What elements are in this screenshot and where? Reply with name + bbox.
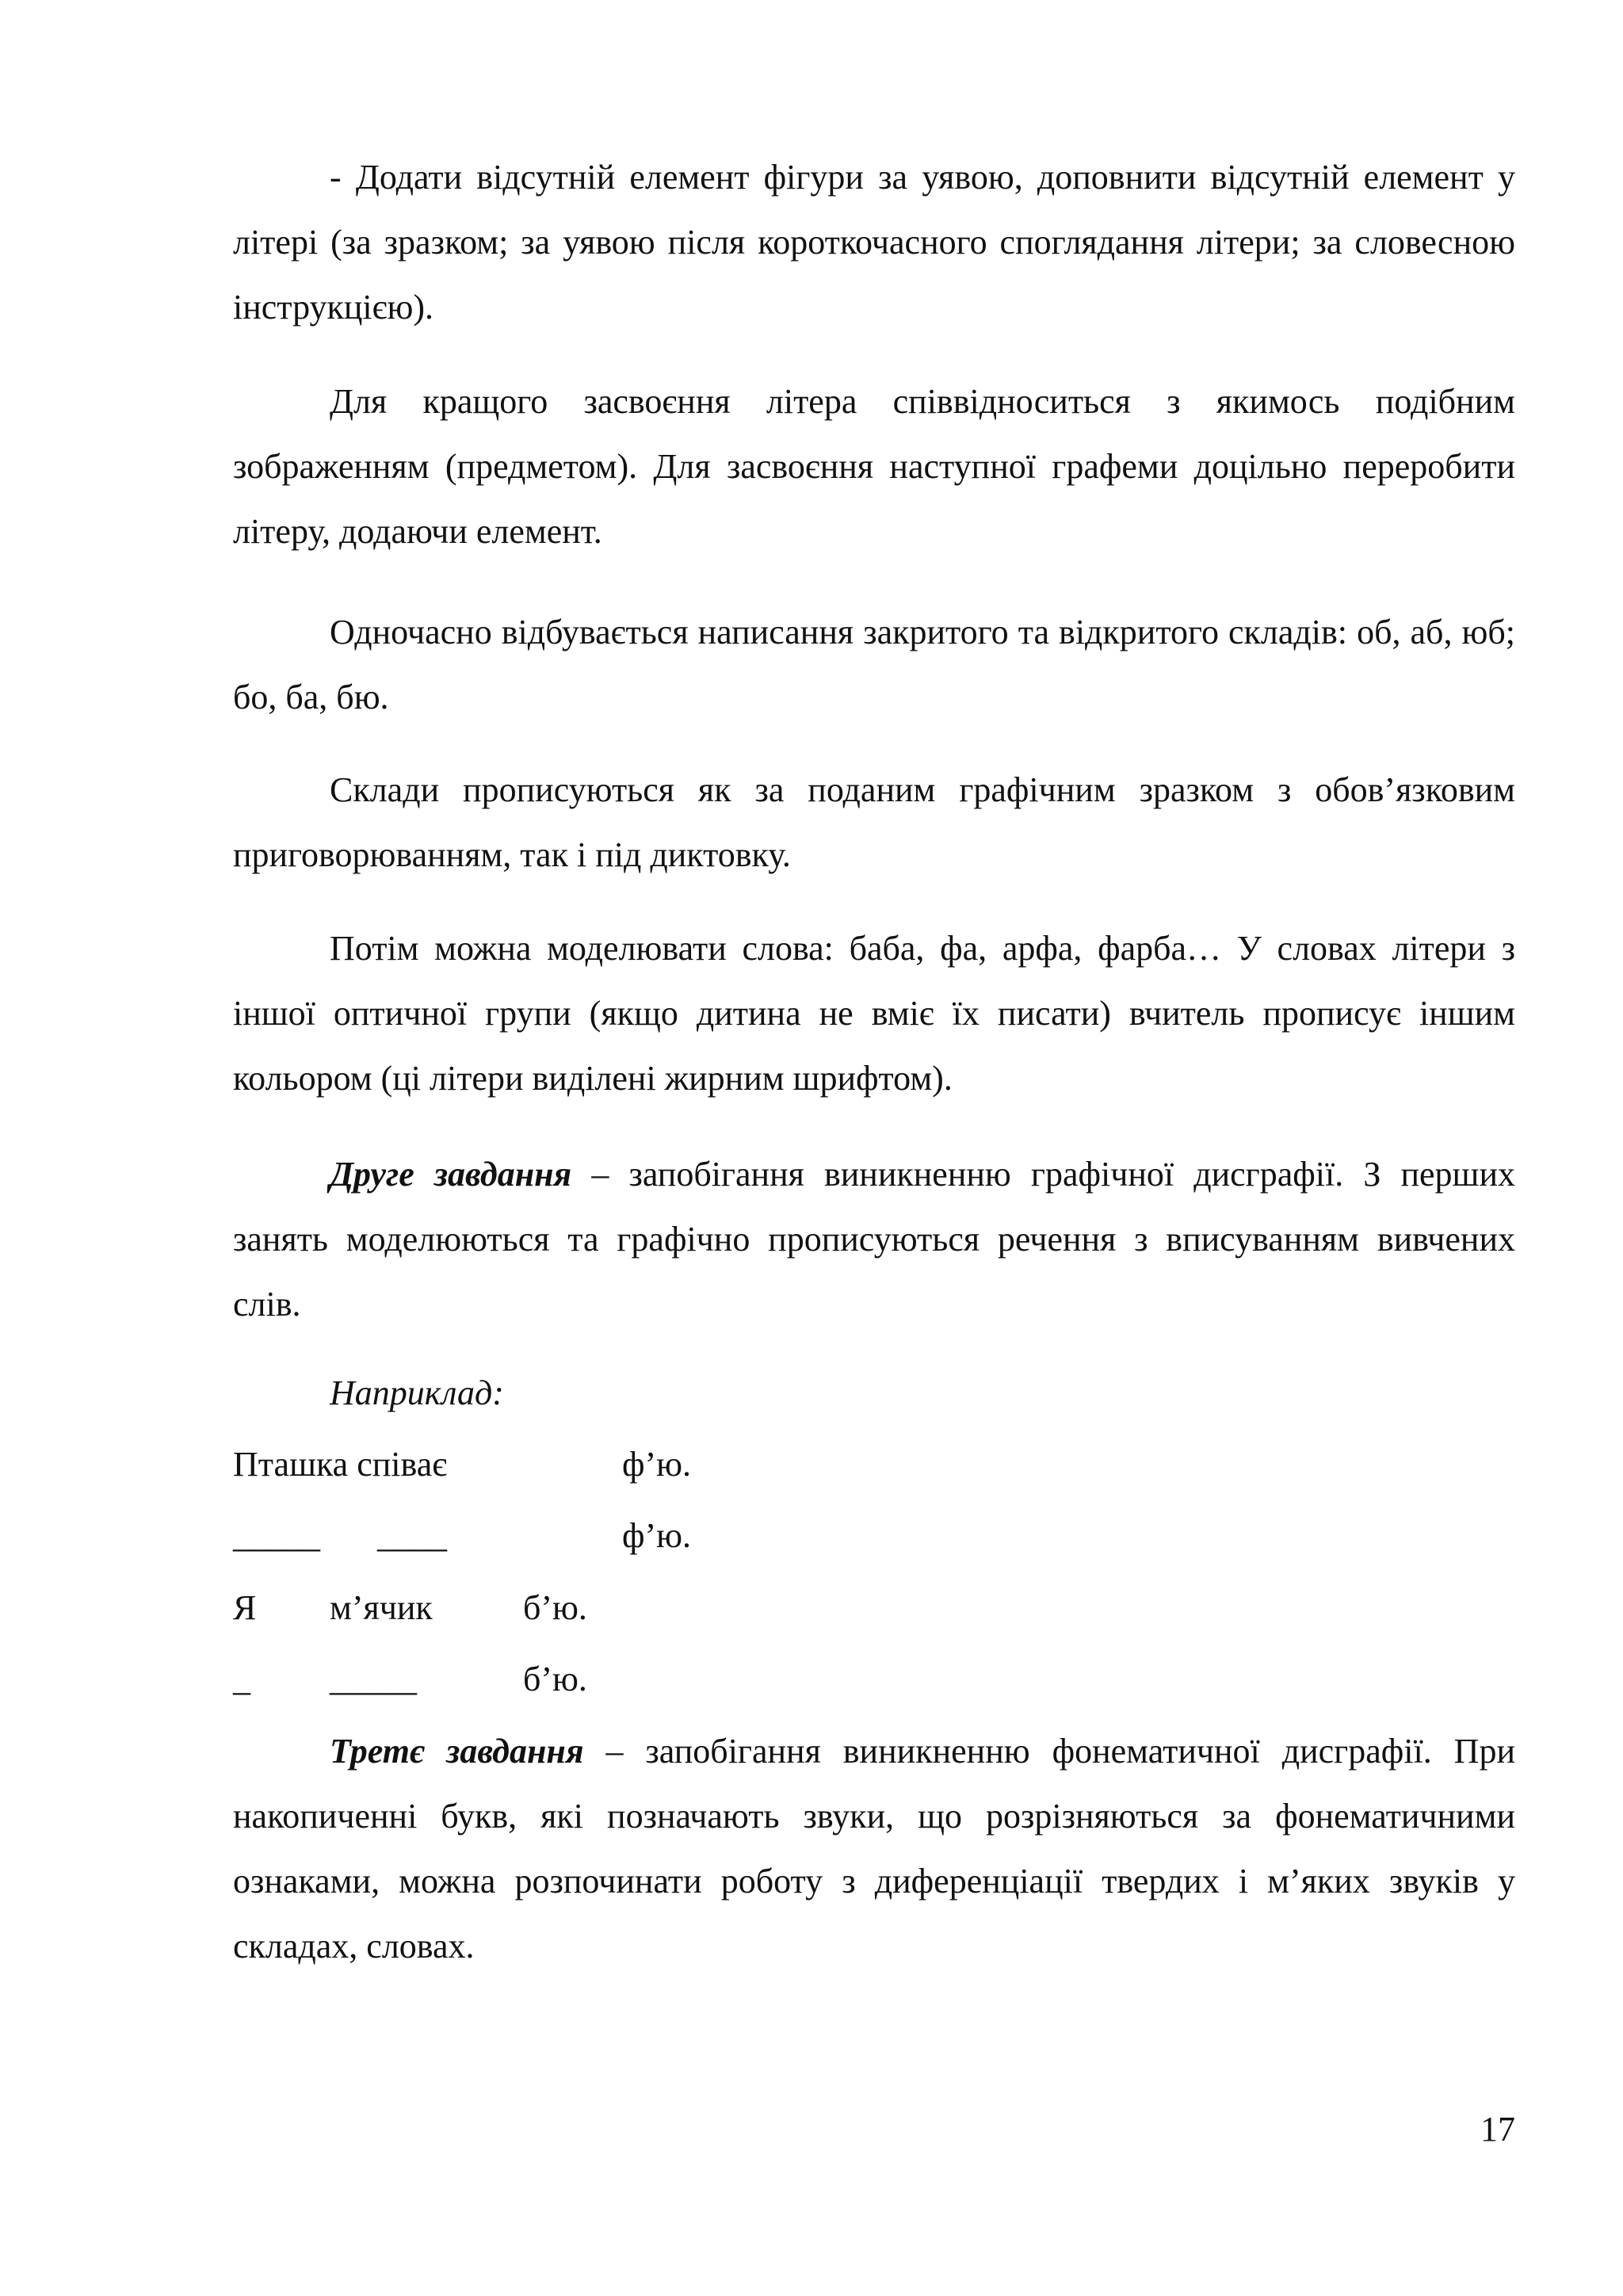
example-row2-word: ф’ю. <box>622 1516 692 1555</box>
task-two-title: Друге завдання <box>330 1155 572 1194</box>
paragraph-1: - Додати відсутній елемент фігури за уявою, доповнити відсутній елемент у літері (за зразком; за уявою після короткочасного споглядання літери; за словесною інструкцією). <box>233 158 1515 327</box>
paragraph-3: Одночасно відбувається написання закритого та відкритого складів: об, аб, юб; бо, ба, бю. <box>233 613 1515 716</box>
paragraph-2: Для кращого засвоєння літера співвідноситься з якимось подібним зображенням (предметом). Для засвоєння наступної графеми доцільно переробити літеру, додаючи елемент. <box>233 382 1515 551</box>
example-row4-blank1: _ <box>233 1660 250 1698</box>
paragraph-4: Склади прописуються як за поданим графічним зразком з обов’язковим приговорюванням, так і під диктовку. <box>233 770 1515 874</box>
example-label: Наприклад: <box>330 1373 504 1412</box>
example-row1-word: ф’ю. <box>622 1445 692 1484</box>
task-three-title: Третє завдання <box>330 1732 584 1771</box>
task-two-body: – запобігання виникненню графічної дисграфії. З перших занять моделюються та графічно прописуються речення з вписуванням вивчених слів. <box>233 1155 1515 1324</box>
example-row2-blank1: _____ <box>233 1516 320 1555</box>
example-row4-blank2: _____ <box>330 1660 417 1698</box>
paragraph-6 <box>233 1142 1515 1337</box>
example-row3-word: б’ю. <box>523 1588 587 1627</box>
example-row4-word: б’ю. <box>523 1660 587 1698</box>
example-row1-text: Пташка співає <box>233 1445 448 1484</box>
example-row3-noun: м’ячик <box>330 1588 433 1627</box>
example-row2-blank2: ____ <box>377 1516 447 1555</box>
page-number: 17 <box>1480 2110 1515 2149</box>
paragraph-5: Потім можна моделювати слова: баба, фа, арфа, фарба… У словах літери з іншої оптичної групи (якщо дитина не вміє їх писати) вчитель прописує іншим кольором (ці літери виділені жирним шрифтом). <box>233 929 1515 1098</box>
paragraph-8 <box>233 1719 1515 1979</box>
task-three-body: – запобігання виникненню фонематичної дисграфії. При накопиченні букв, які позначають звуки, що розрізняються за фонематичними ознаками, можна розпочинати роботу з диференціації твердих і м’яких звуків у складах, словах. <box>233 1732 1515 1966</box>
example-row3-pronoun: Я <box>233 1588 257 1627</box>
